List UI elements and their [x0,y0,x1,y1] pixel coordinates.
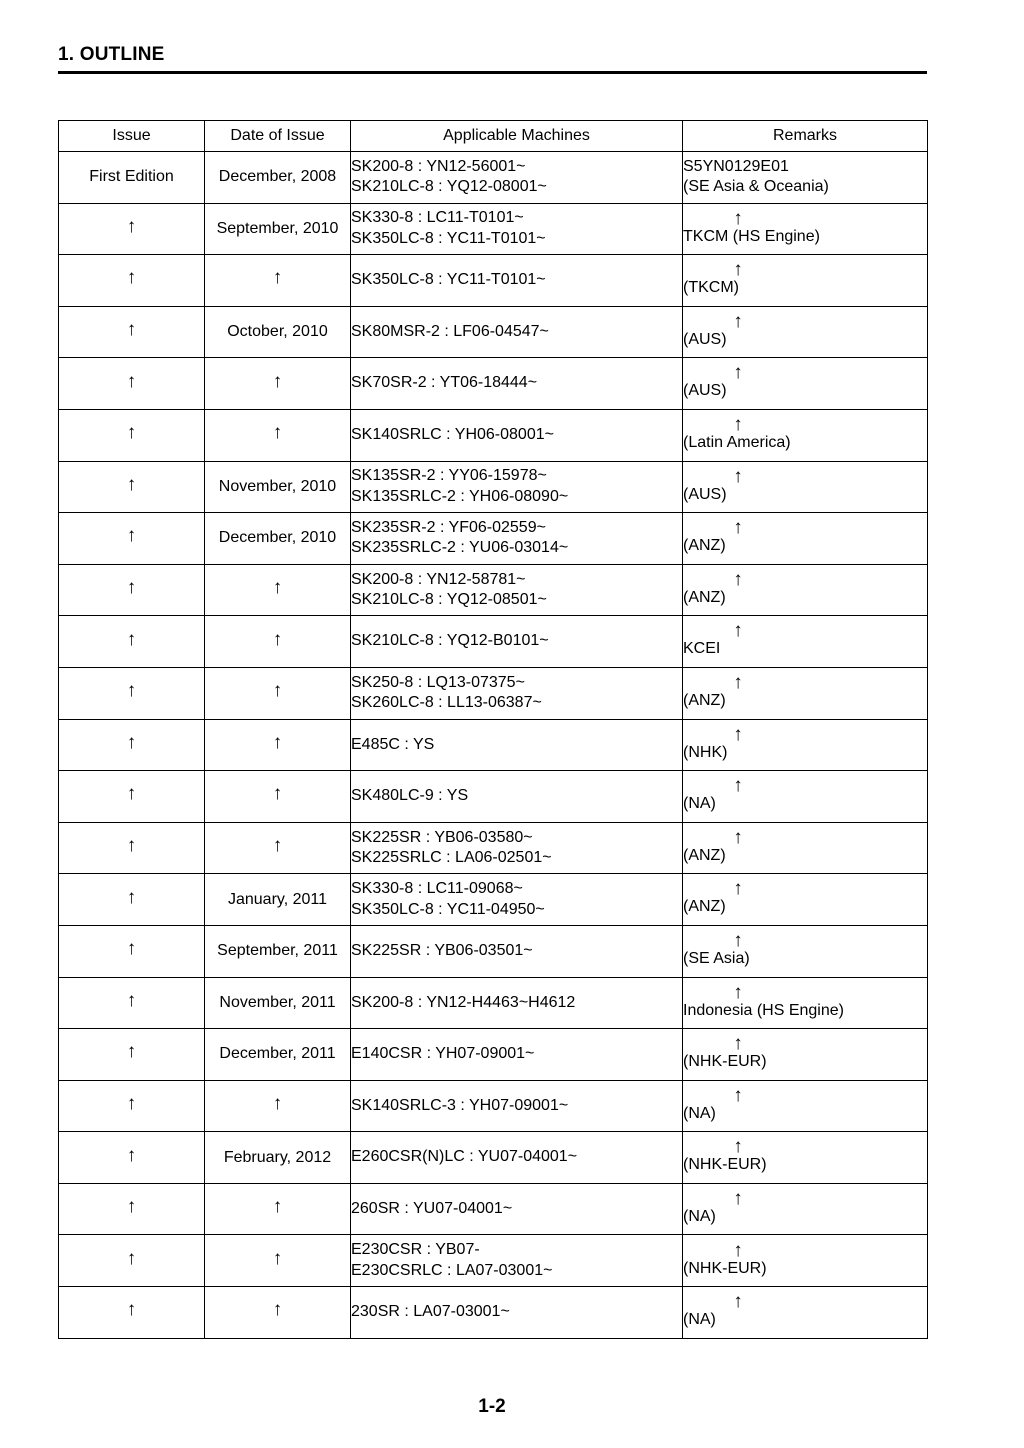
date-cell [205,925,351,977]
machines-cell [351,1287,683,1339]
remarks-cell [683,977,928,1029]
table-row [59,925,928,977]
issue-cell [59,1183,205,1235]
date-cell [205,564,351,616]
table-row [59,667,928,719]
date-cell [205,719,351,771]
date-cell [205,1287,351,1339]
machine-entry: 260SR : YU07-04001~ [351,1199,513,1217]
ditto-arrow-icon: ↑ [126,731,137,753]
ditto-arrow-icon: ↑ [272,1247,283,1269]
machines-cell [351,1132,683,1184]
remark-text: S5YN0129E01 [683,157,789,175]
ditto-arrow-icon: ↑ [126,525,137,547]
ditto-arrow-icon: ↑ [733,1084,743,1106]
table-row [59,822,928,874]
ditto-arrow-icon: ↑ [733,671,743,693]
issue-cell [59,513,205,565]
issue-cell [59,1080,205,1132]
date-label: September, 2010 [216,219,339,237]
machine-entry: SK330-8 : LC11-09068~ [351,880,523,898]
machine-entry: SK200-8 : YN12-58781~ [351,570,526,588]
machine-entry: SK225SRLC : LA06-02501~ [351,849,552,867]
remarks-cell [683,1080,928,1132]
issue-cell [59,203,205,255]
ditto-arrow-icon: ↑ [733,775,743,797]
issue-cell [59,152,205,204]
remark-text: (AUS) [683,382,727,400]
table-row [59,306,928,358]
table-row [59,1132,928,1184]
machine-entry: SK140SRLC-3 : YH07-09001~ [351,1096,569,1114]
machine-entry: 230SR : LA07-03001~ [351,1303,510,1321]
ditto-arrow-icon: ↑ [272,577,283,599]
ditto-arrow-icon: ↑ [272,628,283,650]
heading-rule [58,71,927,74]
machines-cell [351,203,683,255]
remarks-cell [683,1287,928,1339]
remarks-cell [683,409,928,461]
remarks-cell [683,513,928,565]
issue-cell [59,719,205,771]
machine-entry: E485C : YS [351,735,435,753]
table-body [59,152,928,1339]
issue-cell [59,306,205,358]
issue-cell [59,1029,205,1081]
machines-cell [351,1183,683,1235]
remark-text: (SE Asia) [683,949,750,967]
machine-entry: SK225SR : YB06-03580~ [351,828,533,846]
ditto-arrow-icon: ↑ [126,215,137,237]
remark-text: (TKCM) [683,279,739,297]
date-label: February, 2012 [223,1148,332,1166]
machine-entry: E230CSRLC : LA07-03001~ [351,1261,553,1279]
machine-entry: SK225SR : YB06-03501~ [351,941,533,959]
date-label: December, 2008 [218,168,337,186]
ditto-arrow-icon: ↑ [733,465,743,487]
machines-cell [351,152,683,204]
machine-entry: SK260LC-8 : LL13-06387~ [351,694,542,712]
issue-cell [59,822,205,874]
ditto-arrow-icon: ↑ [126,267,137,289]
remark-text: Indonesia (HS Engine) [683,1001,844,1019]
issue-cell [59,255,205,307]
machine-entry: SK350LC-8 : YC11-04950~ [351,900,545,918]
date-label: December, 2011 [219,1045,336,1063]
table-row [59,564,928,616]
section-heading: 1. OUTLINE [58,44,165,65]
issue-cell [59,667,205,719]
machines-cell [351,667,683,719]
table-row [59,409,928,461]
ditto-arrow-icon: ↑ [733,1136,743,1158]
ditto-arrow-icon: ↑ [733,310,743,332]
ditto-arrow-icon: ↑ [272,731,283,753]
remark-text: TKCM (HS Engine) [683,227,820,245]
machines-cell [351,306,683,358]
remarks-cell [683,925,928,977]
table-row [59,1029,928,1081]
table-row [59,874,928,926]
ditto-arrow-icon: ↑ [126,938,137,960]
machine-entry: SK80MSR-2 : LF06-04547~ [351,322,549,340]
issue-history-table [58,120,928,1339]
date-cell [205,203,351,255]
ditto-arrow-icon: ↑ [272,267,283,289]
table-row [59,513,928,565]
remark-text: (AUS) [683,330,727,348]
date-cell [205,152,351,204]
ditto-arrow-icon: ↑ [733,568,743,590]
table-row [59,1235,928,1287]
issue-cell [59,461,205,513]
table-row [59,461,928,513]
machine-entry: SK330-8 : LC11-T0101~ [351,209,524,227]
machine-entry: SK350LC-8 : YC11-T0101~ [351,271,546,289]
date-cell [205,255,351,307]
machine-entry: SK210LC-8 : YQ12-08001~ [351,178,547,196]
machine-entry: SK250-8 : LQ13-07375~ [351,673,525,691]
remarks-cell [683,255,928,307]
ditto-arrow-icon: ↑ [126,1144,137,1166]
issue-cell [59,771,205,823]
ditto-arrow-icon: ↑ [126,1041,137,1063]
issue-cell [59,564,205,616]
table-row [59,1183,928,1235]
column-header-machines: Applicable Machines [351,121,683,152]
remark-text: (NHK-EUR) [683,1053,767,1071]
machines-cell [351,822,683,874]
column-header-issue: Issue [59,121,205,152]
ditto-arrow-icon: ↑ [126,1196,137,1218]
remark-text: (NHK-EUR) [683,1156,767,1174]
table-row [59,977,928,1029]
ditto-arrow-icon: ↑ [126,319,137,341]
issue-cell [59,409,205,461]
remark-text: (ANZ) [683,846,726,864]
issue-cell [59,358,205,410]
date-cell [205,306,351,358]
ditto-arrow-icon: ↑ [733,878,743,900]
ditto-arrow-icon: ↑ [126,1299,137,1321]
ditto-arrow-icon: ↑ [126,835,137,857]
ditto-arrow-icon: ↑ [126,783,137,805]
remark-text: (SE Asia & Oceania) [683,178,829,196]
ditto-arrow-icon: ↑ [126,1092,137,1114]
machines-cell [351,461,683,513]
remarks-cell [683,719,928,771]
ditto-arrow-icon: ↑ [272,1299,283,1321]
machine-entry: SK210LC-8 : YQ12-08501~ [351,591,547,609]
remarks-cell [683,822,928,874]
table-header-row [59,121,928,152]
machine-entry: E140CSR : YH07-09001~ [351,1045,535,1063]
ditto-arrow-icon: ↑ [733,620,743,642]
remarks-cell [683,616,928,668]
table-row [59,255,928,307]
ditto-arrow-icon: ↑ [126,577,137,599]
date-label: December, 2010 [218,529,337,547]
remarks-cell [683,152,928,204]
machines-cell [351,925,683,977]
ditto-arrow-icon: ↑ [272,370,283,392]
date-cell [205,771,351,823]
remarks-cell [683,1183,928,1235]
ditto-arrow-icon: ↑ [733,826,743,848]
ditto-arrow-icon: ↑ [272,783,283,805]
table-row [59,203,928,255]
table-row [59,719,928,771]
date-cell [205,616,351,668]
ditto-arrow-icon: ↑ [272,1092,283,1114]
remarks-cell [683,1029,928,1081]
ditto-arrow-icon: ↑ [733,1239,743,1261]
date-cell [205,874,351,926]
remarks-cell [683,1132,928,1184]
date-label: November, 2010 [218,477,337,495]
machine-entry: SK210LC-8 : YQ12-B0101~ [351,632,549,650]
machines-cell [351,874,683,926]
table-row [59,1287,928,1339]
ditto-arrow-icon: ↑ [733,207,743,229]
machine-entry: SK135SRLC-2 : YH06-08090~ [351,487,569,505]
machine-entry: SK200-8 : YN12-56001~ [351,157,526,175]
ditto-arrow-icon: ↑ [733,259,743,281]
remarks-cell [683,667,928,719]
machine-entry: SK235SRLC-2 : YU06-03014~ [351,539,569,557]
machine-entry: SK480LC-9 : YS [351,787,469,805]
ditto-arrow-icon: ↑ [733,1033,743,1055]
machine-entry: E260CSR(N)LC : YU07-04001~ [351,1148,578,1166]
remark-text: (NA) [683,1104,716,1122]
table-row [59,152,928,204]
issue-cell [59,1235,205,1287]
ditto-arrow-icon: ↑ [272,422,283,444]
machine-entry: SK350LC-8 : YC11-T0101~ [351,229,546,247]
date-cell [205,358,351,410]
remarks-cell [683,874,928,926]
ditto-arrow-icon: ↑ [126,680,137,702]
remark-text: (NA) [683,1311,716,1329]
table-row [59,1080,928,1132]
machines-cell [351,1080,683,1132]
issue-cell [59,616,205,668]
ditto-arrow-icon: ↑ [126,628,137,650]
date-cell [205,977,351,1029]
remark-text: (Latin America) [683,434,791,452]
remark-text: (AUS) [683,485,727,503]
date-label: September, 2011 [217,942,338,960]
remarks-cell [683,358,928,410]
date-cell [205,1183,351,1235]
machines-cell [351,616,683,668]
machines-cell [351,255,683,307]
remark-text: (NA) [683,1207,716,1225]
ditto-arrow-icon: ↑ [733,1291,743,1313]
column-header-date: Date of Issue [205,121,351,152]
ditto-arrow-icon: ↑ [126,370,137,392]
date-cell [205,1132,351,1184]
machines-cell [351,1235,683,1287]
ditto-arrow-icon: ↑ [272,680,283,702]
machines-cell [351,358,683,410]
ditto-arrow-icon: ↑ [733,723,743,745]
ditto-arrow-icon: ↑ [733,981,743,1003]
date-cell [205,1080,351,1132]
date-label: November, 2011 [219,993,336,1011]
remarks-cell [683,1235,928,1287]
machines-cell [351,977,683,1029]
table-row [59,771,928,823]
page-number: 1-2 [478,1396,506,1417]
date-label: October, 2010 [227,323,328,341]
remark-text: (NHK-EUR) [683,1259,767,1277]
ditto-arrow-icon: ↑ [272,835,283,857]
issue-cell [59,977,205,1029]
date-cell [205,1235,351,1287]
remarks-cell [683,306,928,358]
remark-text: (ANZ) [683,898,726,916]
issue-cell [59,1287,205,1339]
issue-label: First Edition [89,168,174,186]
remark-text: KCEI [683,640,721,658]
ditto-arrow-icon: ↑ [733,929,743,951]
machine-entry: SK200-8 : YN12-H4463~H4612 [351,993,576,1011]
machine-entry: SK235SR-2 : YF06-02559~ [351,518,546,536]
remark-text: (ANZ) [683,588,726,606]
ditto-arrow-icon: ↑ [126,886,137,908]
machine-entry: E230CSR : YB07- [351,1241,480,1259]
date-cell [205,461,351,513]
table-row [59,616,928,668]
remarks-cell [683,564,928,616]
column-header-remarks: Remarks [683,121,928,152]
machines-cell [351,771,683,823]
ditto-arrow-icon: ↑ [126,989,137,1011]
issue-cell [59,1132,205,1184]
ditto-arrow-icon: ↑ [733,517,743,539]
ditto-arrow-icon: ↑ [126,422,137,444]
machines-cell [351,1029,683,1081]
date-cell [205,513,351,565]
remark-text: (NA) [683,795,716,813]
date-label: January, 2011 [227,890,328,908]
date-cell [205,409,351,461]
machines-cell [351,409,683,461]
date-cell [205,822,351,874]
issue-cell [59,874,205,926]
ditto-arrow-icon: ↑ [126,473,137,495]
remark-text: (ANZ) [683,537,726,555]
ditto-arrow-icon: ↑ [272,1196,283,1218]
remark-text: (ANZ) [683,691,726,709]
ditto-arrow-icon: ↑ [733,362,743,384]
remarks-cell [683,771,928,823]
machines-cell [351,719,683,771]
machine-entry: SK70SR-2 : YT06-18444~ [351,374,538,392]
remarks-cell [683,203,928,255]
table-row [59,358,928,410]
machines-cell [351,564,683,616]
ditto-arrow-icon: ↑ [733,1187,743,1209]
machines-cell [351,513,683,565]
remarks-cell [683,461,928,513]
machine-entry: SK140SRLC : YH06-08001~ [351,426,554,444]
machine-entry: SK135SR-2 : YY06-15978~ [351,467,547,485]
remark-text: (NHK) [683,743,728,761]
date-cell [205,1029,351,1081]
ditto-arrow-icon: ↑ [733,414,743,436]
ditto-arrow-icon: ↑ [126,1247,137,1269]
date-cell [205,667,351,719]
issue-cell [59,925,205,977]
